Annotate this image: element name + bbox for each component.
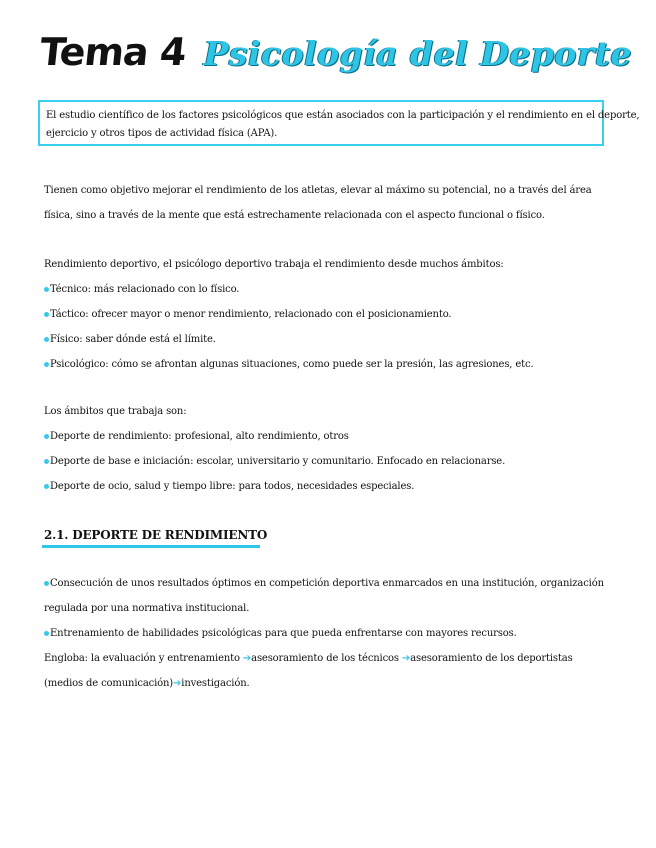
bullet-icon xyxy=(44,362,49,367)
list-item: Entrenamiento de habilidades psicológicas para que pueda enfrentarse con mayores recursos. xyxy=(44,621,618,646)
scopes-section xyxy=(44,399,618,499)
title-prefix: Tema 4 xyxy=(37,30,188,74)
objective-line: física, sino a través de la mente que está estrechamente relacionada con el aspecto funcional o físico. xyxy=(44,210,545,221)
bullet-icon xyxy=(44,337,49,342)
section-heading: 2.1. DEPORTE DE RENDIMIENTO xyxy=(44,528,268,542)
title-main: Psicología del Deporte xyxy=(203,34,633,73)
scopes-intro: Los ámbitos que trabaja son: xyxy=(44,406,187,417)
objective-line: Tienen como objetivo mejorar el rendimiento de los atletas, elevar al máximo su potencial, no a través del área xyxy=(44,185,592,196)
arrow-right-icon: ➔ xyxy=(242,653,252,664)
section-underline xyxy=(42,545,260,548)
engloba-line: (medios de comunicación)➔investigación. xyxy=(44,678,250,689)
definition-line: ejercicio y otros tipos de actividad física (APA). xyxy=(46,128,278,139)
list-item: Psicológico: cómo se afrontan algunas situaciones, como puede ser la presión, las agresiones, etc. xyxy=(44,352,618,377)
bullet-icon xyxy=(44,287,49,292)
definition-line: El estudio científico de los factores psicológicos que están asociados con la participación y el rendimiento en el deporte, xyxy=(46,110,640,121)
areas-intro: Rendimiento deportivo, el psicólogo deportivo trabaja el rendimiento desde muchos ámbitos: xyxy=(44,259,504,270)
list-item: Consecución de unos resultados óptimos en competición deportiva enmarcados en una institución, organización xyxy=(44,571,618,596)
list-item: Deporte de rendimiento: profesional, alto rendimiento, otros xyxy=(44,424,618,449)
list-item-continuation: regulada por una normativa institucional. xyxy=(44,603,250,614)
bullet-icon xyxy=(44,581,49,586)
engloba-line: Engloba: la evaluación y entrenamiento ➔asesoramiento de los técnicos ➔asesoramiento de los deportistas xyxy=(44,653,573,664)
arrow-right-icon: ➔ xyxy=(401,653,411,664)
bullet-icon xyxy=(44,484,49,489)
list-item: Físico: saber dónde está el límite. xyxy=(44,327,618,352)
bullet-icon xyxy=(44,434,49,439)
arrow-right-icon: ➔ xyxy=(173,678,182,689)
page-title xyxy=(37,30,633,74)
definition-box xyxy=(38,100,640,146)
bullet-icon xyxy=(44,459,49,464)
bullet-icon xyxy=(44,631,49,636)
list-item: Táctico: ofrecer mayor o menor rendimiento, relacionado con el posicionamiento. xyxy=(44,302,618,327)
bullet-icon xyxy=(44,312,49,317)
objective-paragraph xyxy=(44,178,618,228)
list-item: Deporte de ocio, salud y tiempo libre: para todos, necesidades especiales. xyxy=(44,474,618,499)
section-2-1-body xyxy=(44,571,618,696)
list-item: Deporte de base e iniciación: escolar, universitario y comunitario. Enfocado en relacionarse. xyxy=(44,449,618,474)
list-item: Técnico: más relacionado con lo físico. xyxy=(44,277,618,302)
areas-section xyxy=(44,252,618,377)
